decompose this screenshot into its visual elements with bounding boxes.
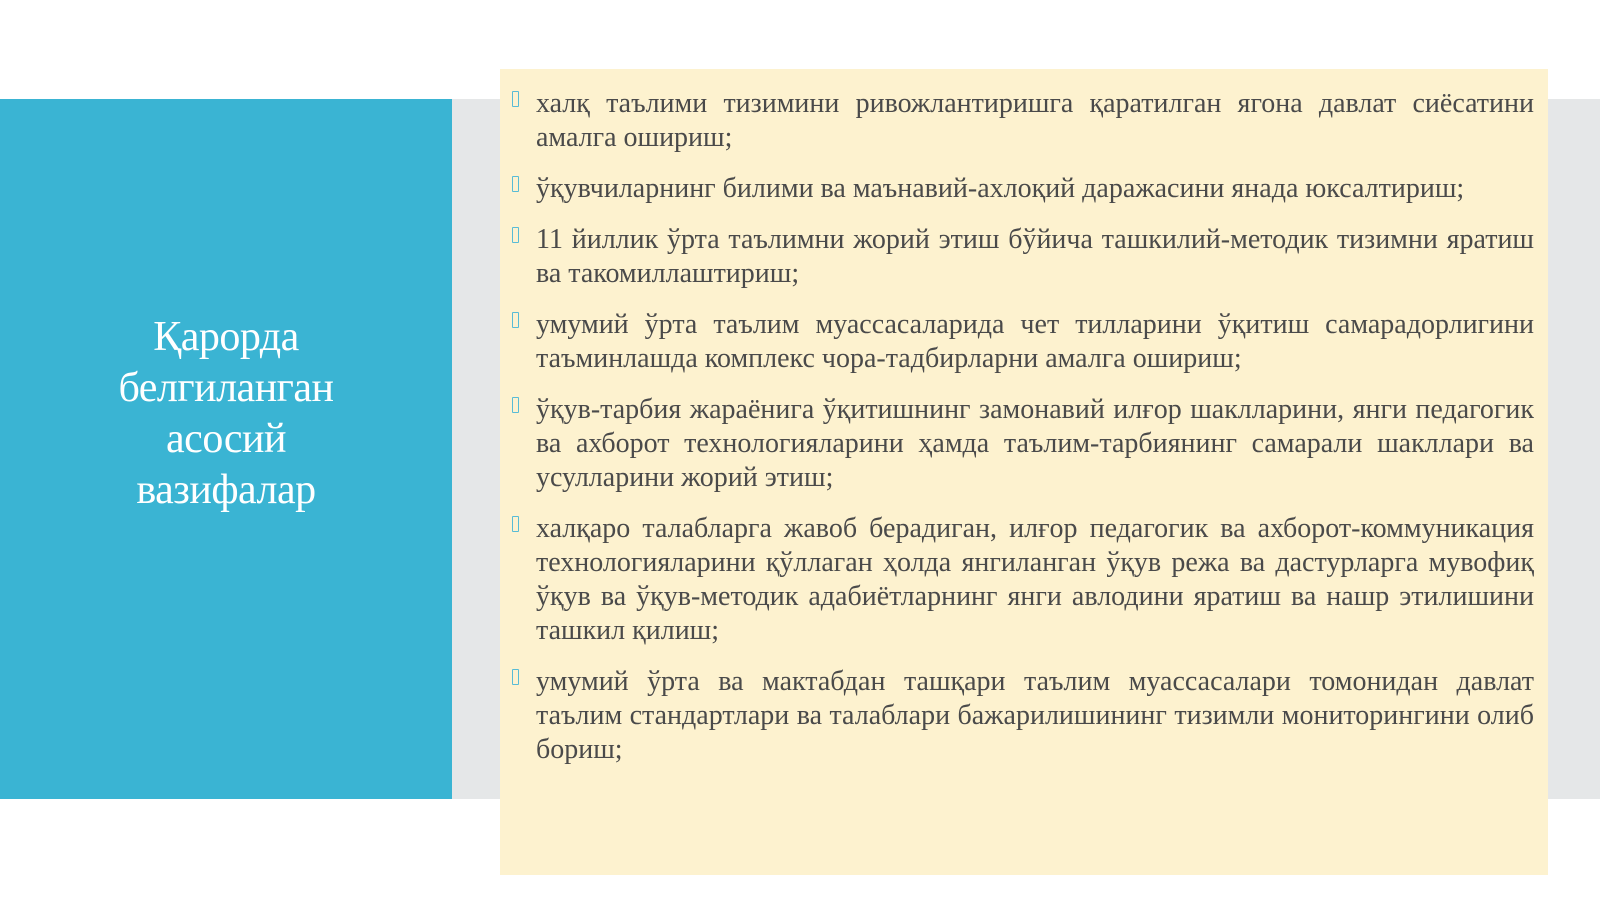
list-item-text: 11 йиллик ўрта таълимни жорий этиш бўйича ташкилий-методик тизимни яратиш ва такомиллаштириш; xyxy=(536,224,1534,289)
bullet-box-icon xyxy=(512,397,519,413)
list-item-text: халқ таълими тизимини ривожлантиришга қаратилган ягона давлат сиёсатини амалга ошириш; xyxy=(536,88,1534,153)
list-item xyxy=(510,512,1534,648)
list-item xyxy=(510,87,1534,155)
list-item-text: умумий ўрта ва мактабдан ташқари таълим муассасалари томонидан давлат таълим стандартлари ва талаблари бажарилишининг тизимли мониторингини олиб бориш; xyxy=(536,666,1534,765)
title-line: белгиланган xyxy=(118,365,334,411)
bullet-box-icon xyxy=(512,227,519,243)
list-item-text: ўқув-тарбия жараёнига ўқитишнинг замонавий илғор шаклларини, янги педагогик ва ахборот технологияларини ҳамда таълим-тарбиянинг самарали шакллари ва усулларини жорий этиш; xyxy=(536,394,1534,493)
title-line: асосий xyxy=(166,416,286,462)
task-list xyxy=(510,87,1534,767)
bullet-box-icon xyxy=(512,516,519,532)
list-item xyxy=(510,172,1534,206)
list-item xyxy=(510,393,1534,495)
list-item xyxy=(510,665,1534,767)
bullet-box-icon xyxy=(512,91,519,107)
bullet-box-icon xyxy=(512,669,519,685)
list-item-text: халқаро талабларга жавоб берадиган, илғор педагогик ва ахборот-коммуникация технологияларини қўллаган ҳолда янгиланган ўқув режа ва дастурларга мувофиқ ўқув ва ўқув-методик адабиётларнинг янги авлодини яратиш ва нашр этилишини ташкил қилиш; xyxy=(536,513,1534,646)
title-line: Қарорда xyxy=(153,314,299,360)
title-panel xyxy=(0,99,452,799)
list-item xyxy=(510,308,1534,376)
list-item xyxy=(510,223,1534,291)
bullet-box-icon xyxy=(512,312,519,328)
list-item-text: ўқувчиларнинг билими ва маънавий-ахлоқий даражасини янада юксалтириш; xyxy=(536,173,1465,204)
title-line: вазифалар xyxy=(136,467,316,513)
list-item-text: умумий ўрта таълим муассасаларида чет тилларини ўқитиш самарадорлигини таъминлашда комплекс чора-тадбирларни амалга ошириш; xyxy=(536,309,1534,374)
bullet-box-icon xyxy=(512,176,519,192)
content-box xyxy=(500,69,1548,875)
slide-title xyxy=(76,312,376,516)
